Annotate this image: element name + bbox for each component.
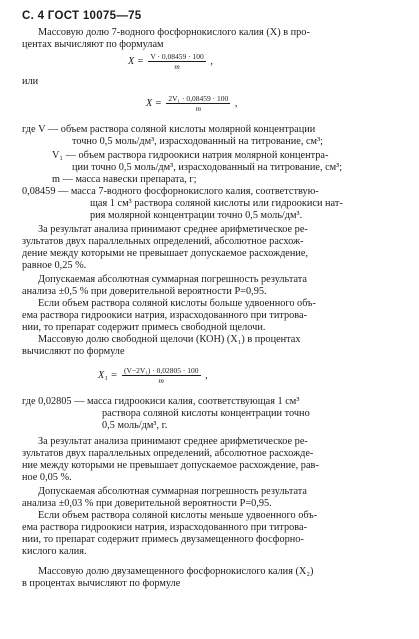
text-line: нии, то препарат содержит примесь свободной щелочи.: [22, 322, 266, 333]
text-line: За результат анализа принимают среднее арифметическое ре-: [38, 224, 308, 235]
text-line: ции точно 0,5 моль/дм³, израсходованный на титрование, см³;: [72, 162, 343, 173]
text-line: Допускаемая абсолютная суммарная погрешность результата: [38, 486, 307, 497]
numerator: 2V₁ · 0,08459 · 100: [168, 94, 229, 103]
text-line: дение между которыми не превышает допускаемое расхождение,: [22, 248, 309, 259]
text-line: ние между которыми не превышает допускаемое расхождение, рав-: [22, 460, 319, 471]
formula-tail: ,: [205, 369, 208, 381]
formula-lhs: X =: [128, 55, 144, 67]
text-line: ема раствора гидроокиси натрия, израсходованного при титрова-: [22, 522, 308, 533]
fraction: [122, 366, 201, 385]
text-line: вычисляют по формуле: [22, 346, 125, 357]
formula-x1: [98, 366, 208, 385]
denominator: m: [195, 104, 202, 113]
text-line: За результат анализа принимают среднее арифметическое ре-: [38, 436, 308, 447]
page-header: С. 4 ГОСТ 10075—75: [22, 10, 142, 22]
numerator: V · 0,08459 · 100: [150, 52, 204, 61]
text-line: ема раствора гидроокиси натрия, израсходованного при титрова-: [22, 310, 308, 321]
text-line: равное 0,25 %.: [22, 260, 87, 271]
text-line: зультатов двух параллельных определений, абсолютное расхожде-: [22, 448, 314, 459]
fraction: [166, 94, 230, 113]
text-line: 0,08459 — масса 7-водного фосфорнокислого калия, соответствую-: [22, 186, 319, 197]
formula-tail: ,: [234, 97, 238, 109]
text-line: или: [22, 76, 39, 87]
text-line: кислого калия.: [22, 546, 87, 557]
text-line: точно 0,5 моль/дм³, израсходованный на титрование, см³;: [72, 136, 324, 147]
text-line: анализа ±0,03 % при доверительной вероятности P=0,95.: [22, 498, 272, 509]
numerator: (V−2V₁) · 0,02805 · 100: [123, 366, 199, 375]
text-line: анализа ±0,5 % при доверительной вероятности P=0,95.: [22, 286, 267, 297]
fraction: [148, 52, 205, 71]
text-line: центах вычисляют по формулам: [22, 39, 164, 50]
text-line: зультатов двух параллельных определений, абсолютное расхож-: [22, 236, 304, 247]
formula-lhs: X₁ =: [98, 369, 118, 381]
text-line: рия молярной концентрации точно 0,5 моль/дм³.: [90, 210, 303, 221]
text-line: раствора соляной кислоты концентрации точно: [102, 408, 310, 419]
text-line: ное 0,05 %.: [22, 472, 72, 483]
denominator: m: [174, 62, 180, 71]
formula-x-2: [146, 94, 237, 113]
text-line: Если объем раствора соляной кислоты больше удвоенного объ-: [38, 298, 316, 309]
denominator: m: [158, 376, 164, 385]
text-line: 0,5 моль/дм³, г.: [102, 420, 168, 431]
text-line: Массовую долю 7-водного фосфорнокислого калия (X) в про-: [38, 27, 310, 38]
text-line: m — масса навески препарата, г;: [52, 174, 197, 185]
text-line: нии, то препарат содержит примесь двузамещенного фосфорно-: [22, 534, 304, 545]
text-line: в процентах вычисляют по формуле: [22, 578, 181, 589]
text-line: щая 1 см³ раствора соляной кислоты или гидроокиси нат-: [90, 198, 343, 209]
text-line: где 0,02805 — масса гидроокиси калия, соответствующая 1 см³: [22, 396, 300, 407]
text-line: где V — объем раствора соляной кислоты молярной концентрации: [22, 124, 316, 135]
formula-tail: ,: [210, 55, 213, 67]
text-line: Массовую долю двузамещенного фосфорнокислого калия (X₂): [38, 566, 314, 577]
formula-lhs: X =: [146, 97, 162, 109]
text-line: Допускаемая абсолютная суммарная погрешность результата: [38, 274, 307, 285]
text-line: V₁ — объем раствора гидроокиси натрия молярной концентра-: [52, 150, 329, 161]
text-line: Если объем раствора соляной кислоты меньше удвоенного объ-: [38, 510, 318, 521]
formula-x-1: [128, 52, 213, 71]
text-line: Массовую долю свободной щелочи (КОН) (X₁) в процентах: [38, 334, 301, 345]
